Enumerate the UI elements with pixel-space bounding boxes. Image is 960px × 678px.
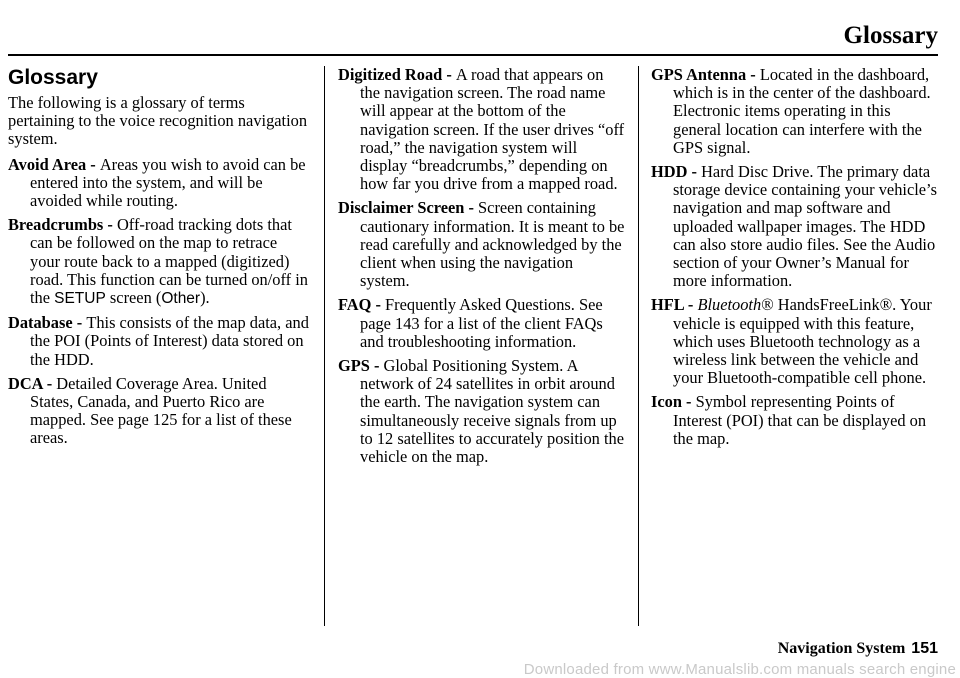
column-3: [651, 66, 941, 454]
glossary-definition: Detailed Coverage Area. United States, Canada, and Puerto Rico are mapped. See page 125 for a list of these areas.: [30, 373, 292, 448]
page-number: 151: [911, 640, 938, 657]
glossary-definition-cont: screen (: [105, 288, 162, 308]
glossary-entry-hdd: [651, 163, 941, 290]
glossary-entry-disclaimer-screen: [338, 199, 626, 290]
running-title: Glossary: [843, 22, 938, 49]
glossary-entry-avoid-area: [8, 156, 310, 211]
column-2: [338, 66, 626, 472]
glossary-term: HDD -: [651, 162, 702, 182]
glossary-term: Digitized Road -: [338, 65, 456, 84]
glossary-term: HFL -: [651, 295, 698, 315]
glossary-entry-breadcrumbs: [8, 216, 310, 308]
glossary-term: FAQ -: [338, 295, 386, 315]
bluetooth-italic: Bluetooth: [697, 295, 762, 315]
glossary-term: Breadcrumbs -: [8, 215, 117, 235]
glossary-definition: Frequently Asked Questions. See page 143 for a list of the client FAQs and troubleshooting information.: [360, 295, 603, 351]
glossary-definition: Global Positioning System. A network of 24 satellites in orbit around the earth. The navigation system can simultaneously receive signals from up to 12 satellites to accurately position the vehicle on the map.: [360, 356, 625, 467]
glossary-definition: A road that appears on the navigation screen. The road name will appear at the bottom of the navigation screen. If the user drives “off road,” the navigation system will display “breadcrumbs,” depending on how far you drive from a mapped road.: [360, 65, 625, 194]
glossary-definition: Screen containing cautionary information. It is meant to be read carefully and acknowledged by the client when using the navigation system.: [360, 198, 625, 291]
glossary-entry-database: [8, 314, 310, 369]
glossary-definition: Located in the dashboard, which is in the center of the dashboard. Electronic items operating in this general location can interfere with the GPS signal.: [673, 65, 931, 157]
glossary-definition: Off-road tracking dots that can be followed on the map to retrace your route back to a mapped (digitized) road. This function can be turned on/off in the: [30, 215, 308, 308]
glossary-term: Database -: [8, 313, 87, 333]
glossary-entry-icon: [651, 393, 941, 448]
glossary-entry-digitized-road: [338, 66, 626, 193]
glossary-definition: This consists of the map data, and the POI (Points of Interest) data stored on the HDD.: [30, 313, 309, 369]
section-heading: Glossary: [8, 66, 98, 89]
setup-screen-label: SETUP: [54, 290, 106, 308]
glossary-term: GPS -: [338, 356, 384, 376]
column-1: [8, 66, 310, 454]
column-divider: [638, 66, 639, 626]
glossary-entry-hfl: [651, 296, 941, 387]
glossary-definition: Areas you wish to avoid can be entered into the system, and will be avoided while routing.: [30, 154, 306, 211]
glossary-definition: ® HandsFreeLink®. Your vehicle is equipped with this feature, which uses Bluetooth technology as a wireless link between the vehicle and your Bluetooth-compatible cell phone.: [673, 295, 932, 388]
glossary-entry-gps: [338, 357, 626, 466]
page-footer: [778, 640, 938, 658]
glossary-term: Disclaimer Screen -: [338, 198, 479, 218]
glossary-definition: Symbol representing Points of Interest (POI) that can be displayed on the map.: [673, 392, 927, 448]
glossary-term: Icon -: [651, 392, 696, 412]
glossary-term: DCA -: [8, 373, 57, 393]
glossary-definition-end: ).: [200, 288, 210, 308]
glossary-term: GPS Antenna -: [651, 65, 760, 84]
intro-paragraph: The following is a glossary of terms pertaining to the voice recognition navigation system.: [8, 93, 308, 149]
header-rule: [8, 54, 938, 56]
glossary-entry-dca: [8, 375, 310, 448]
column-divider: [324, 66, 325, 626]
glossary-term: Avoid Area -: [8, 154, 100, 174]
glossary-entry-faq: [338, 296, 626, 351]
glossary-entry-gps-antenna: [651, 66, 941, 157]
other-screen-label: Other: [161, 290, 201, 308]
footer-label: Navigation System: [777, 640, 906, 657]
watermark: Downloaded from www.Manualslib.com manuals search engine: [523, 661, 956, 678]
glossary-definition: Hard Disc Drive. The primary data storage device containing your vehicle’s navigation and map software and uploaded wallpaper images. The HDD can also store audio files. See the Audio section of your Owner’s Manual for more information.: [673, 162, 937, 291]
